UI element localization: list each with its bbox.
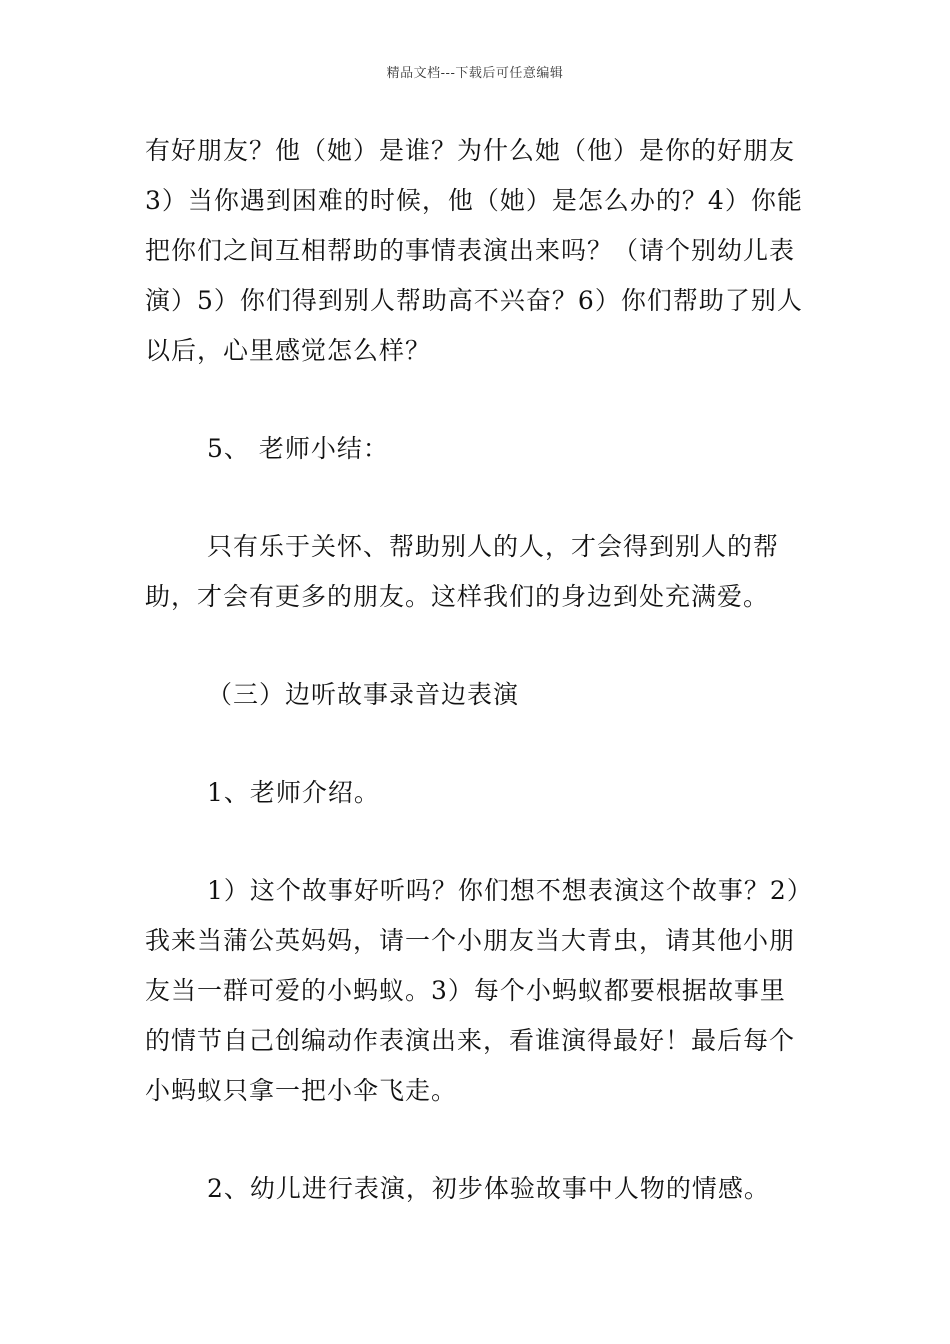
- paragraph-story-performance: 1）这个故事好听吗？你们想不想表演这个故事？2）我来当蒲公英妈妈，请一个小朋友当大青虫，请其他小朋友当一群可爱的小蚂蚁。3）每个小蚂蚁都要根据故事里的情节自己创编动作表演出来，看谁演得最好！最后每个小蚂蚁只拿一把小伞飞走。: [145, 876, 801, 1105]
- section-teacher-summary-heading: 5、 老师小结：: [207, 434, 389, 463]
- paragraph-teacher-summary: 只有乐于关怀、帮助别人的人，才会得到别人的帮助，才会有更多的朋友。这样我们的身边到处充满爱。: [145, 532, 780, 611]
- item-children-perform: 2、幼儿进行表演，初步体验故事中人物的情感。: [207, 1174, 770, 1203]
- paragraph-friends-questions: 有好朋友？他（她）是谁？为什么她（他）是你的好朋友3）当你遇到困难的时候，他（她）是怎么办的？4）你能把你们之间互相帮助的事情表演出来吗？（请个别幼儿表演）5）你们得到别人帮助高不兴奋？6）你们帮助了别人以后，心里感觉怎么样？: [145, 136, 803, 365]
- item-teacher-intro-heading: 1、老师介绍。: [207, 778, 380, 807]
- page-header: 精品文档---下载后可任意编辑: [386, 66, 564, 81]
- section-three-heading: （三）边听故事录音边表演: [207, 680, 520, 709]
- document-body: [145, 126, 810, 1262]
